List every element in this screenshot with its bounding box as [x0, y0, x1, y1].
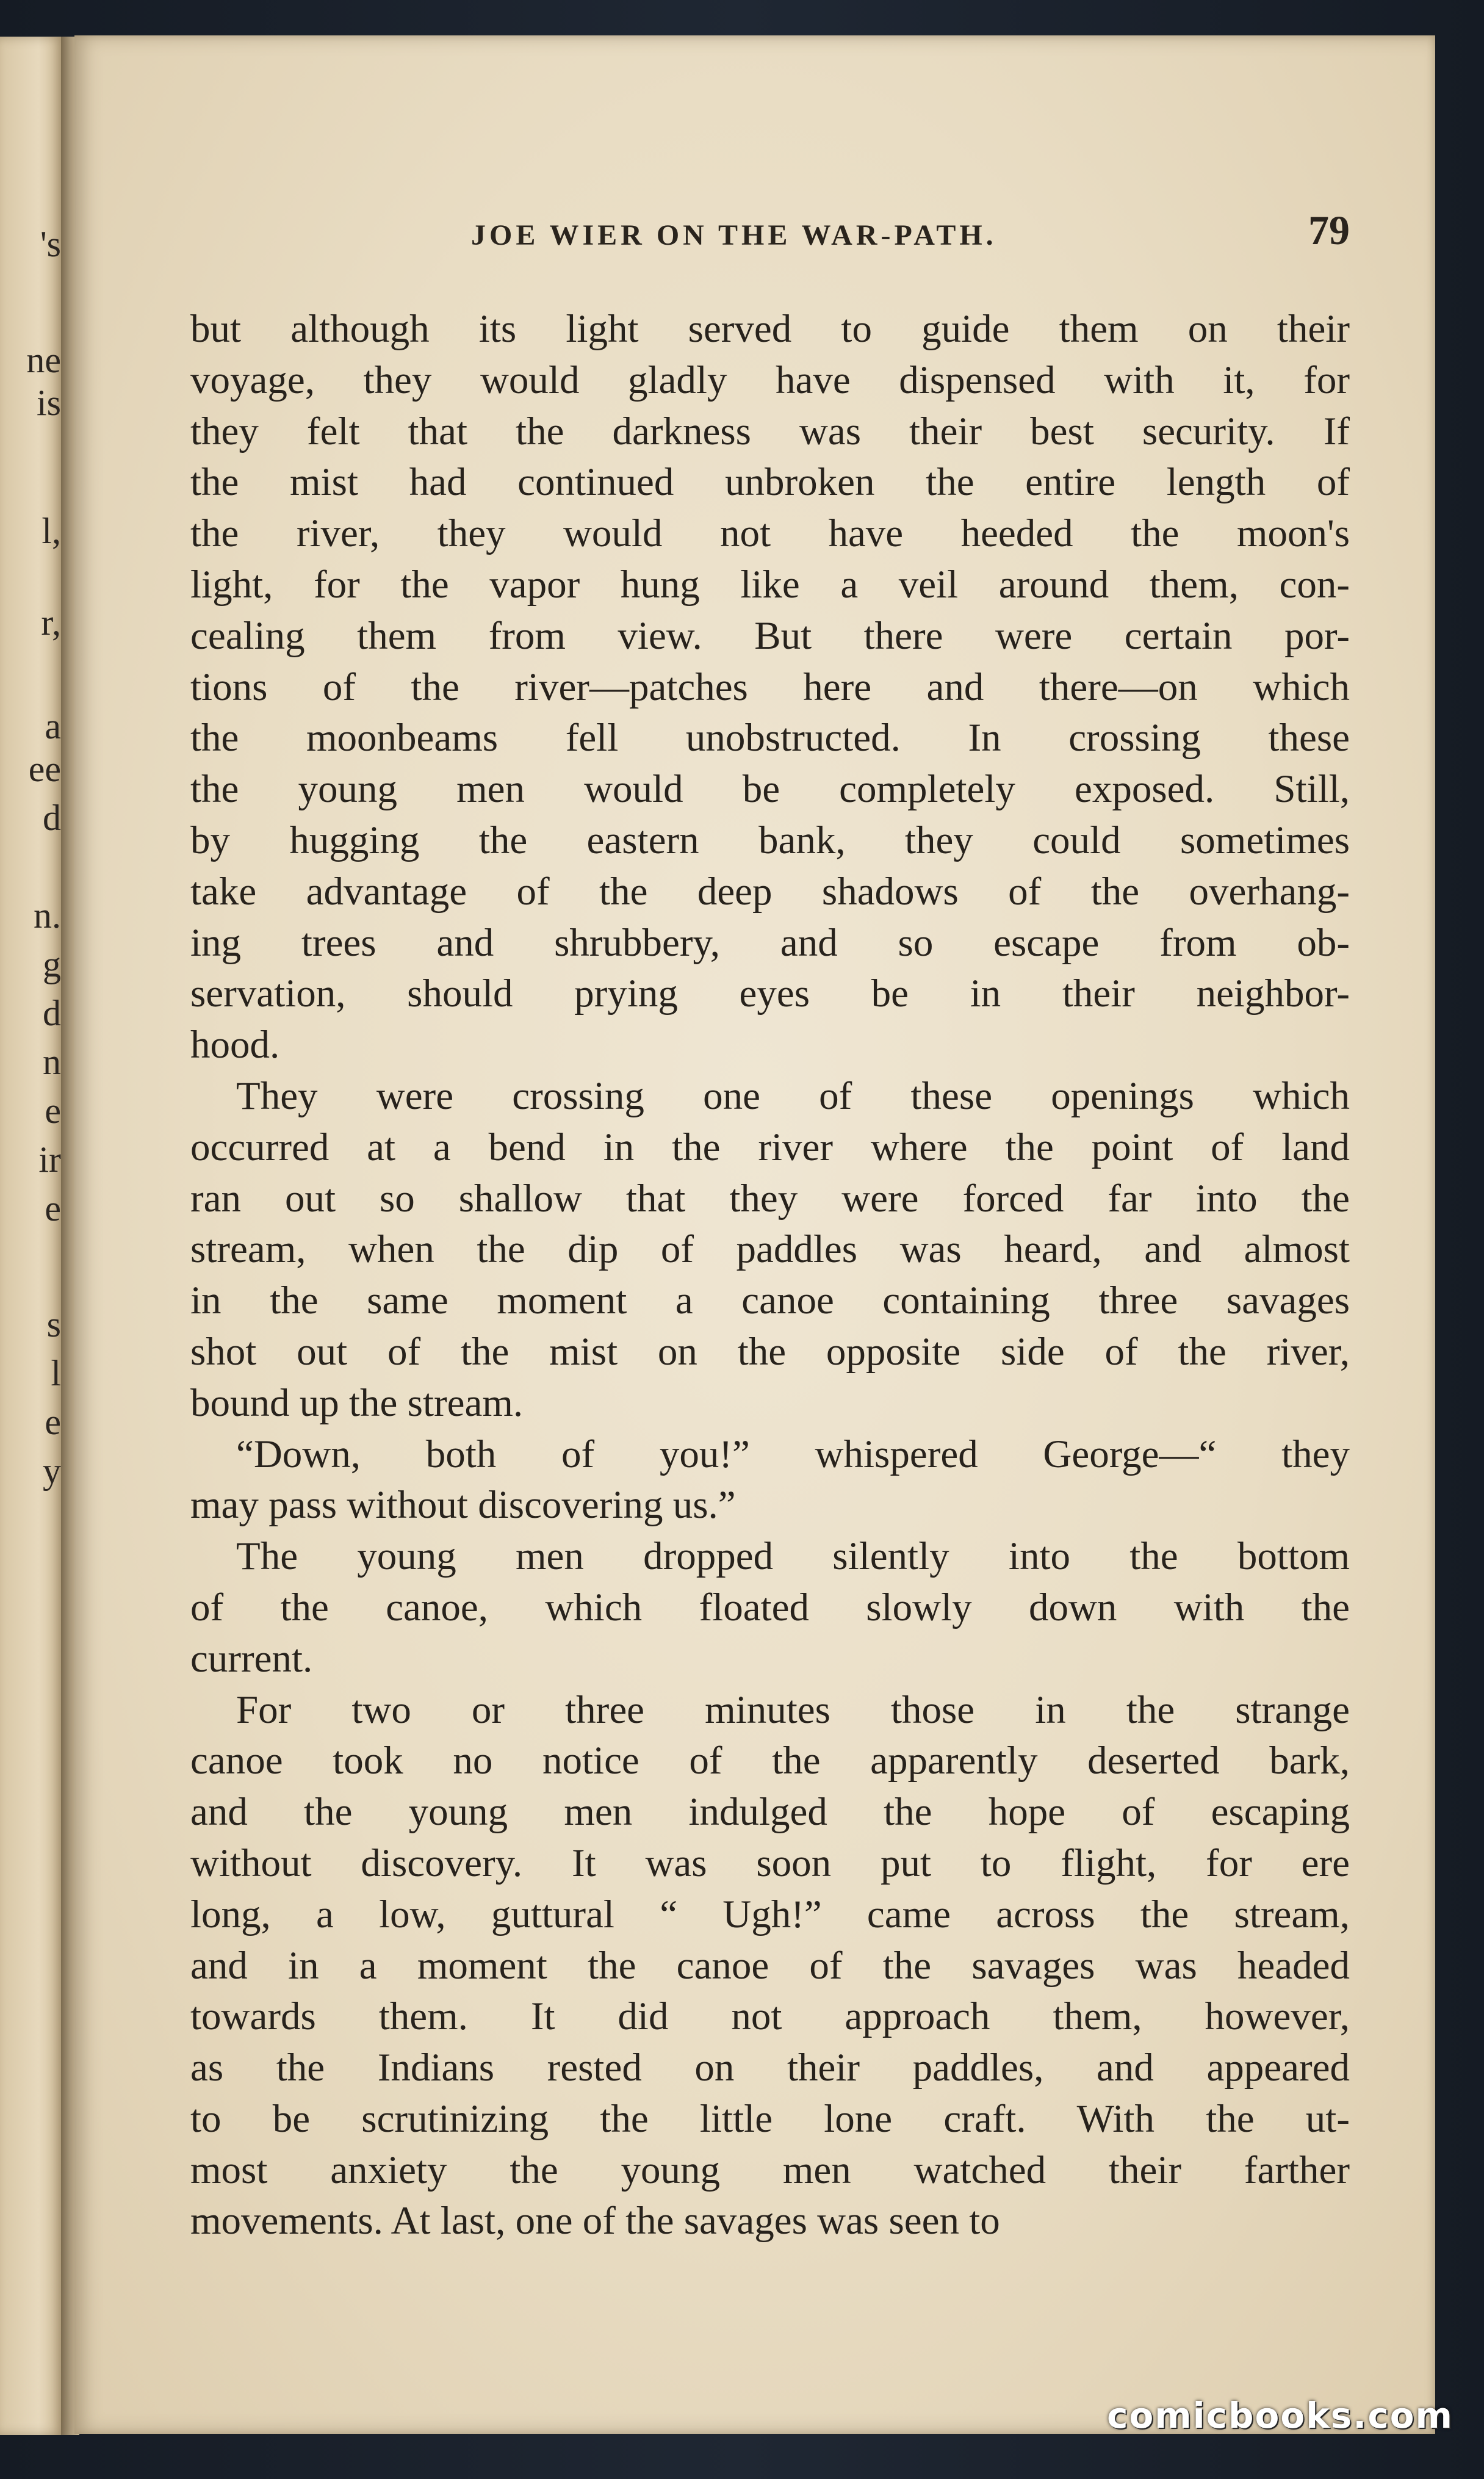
text-line: to be scrutinizing the little lone craft. With the ut-: [190, 2096, 1350, 2141]
text-line: by hugging the eastern bank, they could sometimes: [190, 818, 1350, 862]
left-page-fragment: y: [43, 1451, 61, 1491]
text-line: current.: [190, 1636, 313, 1681]
text-line: tions of the river—patches here and there—on which: [190, 665, 1350, 709]
text-line: ran out so shallow that they were forced far into the: [190, 1176, 1350, 1221]
text-line: the moonbeams fell unobstructed. In crossing these: [190, 716, 1350, 760]
text-line: cealing them from view. But there were certain por-: [190, 613, 1350, 658]
left-page-fragment: g: [43, 944, 61, 984]
left-page-fragment: n: [43, 1042, 61, 1082]
text-line: may pass without discovering us.”: [190, 1483, 736, 1528]
text-line: towards them. It did not approach them, however,: [190, 1994, 1350, 2039]
running-title: JOE WIER ON THE WAR-PATH.: [471, 219, 997, 251]
previous-page-edge: [0, 37, 64, 2435]
text-line: occurred at a bend in the river where the point of land: [190, 1125, 1350, 1169]
left-page-fragment: e: [45, 1188, 61, 1229]
text-line: of the canoe, which floated slowly down with the: [190, 1585, 1350, 1629]
text-line: and in a moment the canoe of the savages was headed: [190, 1943, 1350, 1988]
left-page-fragment: e: [45, 1091, 61, 1131]
left-page-fragment: a: [45, 706, 61, 746]
book-page: [74, 35, 1435, 2434]
text-line: but although its light served to guide them on their: [190, 307, 1350, 351]
text-line: ing trees and shrubbery, and so escape from ob-: [190, 920, 1350, 965]
text-line: hood.: [190, 1023, 280, 1067]
left-page-fragment: 's: [40, 224, 61, 264]
text-line: and the young men indulged the hope of escaping: [190, 1790, 1350, 1835]
left-page-fragment: s: [46, 1304, 61, 1344]
text-line: the young men would be completely exposed. Still,: [190, 767, 1350, 812]
text-line: bound up the stream.: [190, 1380, 524, 1425]
left-page-fragment: l,: [41, 511, 61, 551]
left-page-fragment: e: [45, 1402, 61, 1442]
left-page-fragment: l: [51, 1353, 61, 1393]
left-page-fragment: r,: [41, 602, 61, 643]
text-line: as the Indians rested on their paddles, and appeared: [190, 2046, 1350, 2090]
body-text: [190, 304, 1350, 2247]
text-line: They were crossing one of these openings which: [236, 1074, 1350, 1118]
text-line: movements. At last, one of the savages was seen to: [190, 2199, 1000, 2243]
text-line: the mist had continued unbroken the entire length of: [190, 460, 1350, 505]
text-line: take advantage of the deep shadows of the overhang-: [190, 869, 1350, 914]
text-line: “Down, both of you!” whispered George—“ they: [236, 1432, 1350, 1476]
text-line: shot out of the mist on the opposite side of the river,: [190, 1329, 1350, 1374]
left-page-fragment: ir: [38, 1139, 61, 1180]
text-line: without discovery. It was soon put to flight, for ere: [190, 1841, 1350, 1885]
text-line: For two or three minutes those in the strange: [236, 1687, 1350, 1732]
text-line: most anxiety the young men watched their farther: [190, 2148, 1350, 2192]
text-line: the river, they would not have heeded the moon's: [190, 511, 1350, 556]
text-line: light, for the vapor hung like a veil around them, con-: [190, 562, 1350, 607]
text-line: in the same moment a canoe containing three savages: [190, 1279, 1350, 1323]
left-page-fragment: n.: [34, 895, 61, 936]
watermark-logo: comicbooks.com: [1107, 2395, 1453, 2436]
left-page-fragment: is: [36, 383, 61, 423]
text-line: servation, should prying eyes be in their neighbor-: [190, 972, 1350, 1016]
text-line: voyage, they would gladly have dispensed with it, for: [190, 358, 1350, 402]
left-page-fragment: ee: [28, 749, 61, 789]
text-line: stream, when the dip of paddles was heard, and almost: [190, 1227, 1350, 1272]
text-line: they felt that the darkness was their best security. If: [190, 409, 1350, 453]
text-line: long, a low, guttural “ Ugh!” came across the stream,: [190, 1892, 1350, 1936]
left-page-fragment: d: [43, 798, 61, 838]
running-head: [398, 206, 1350, 261]
left-page-fragment: d: [43, 993, 61, 1033]
page-number: 79: [1308, 207, 1350, 253]
text-line: canoe took no notice of the apparently deserted bark,: [190, 1739, 1350, 1783]
text-line: The young men dropped silently into the bottom: [236, 1534, 1350, 1579]
left-page-fragment: ne: [26, 340, 61, 380]
